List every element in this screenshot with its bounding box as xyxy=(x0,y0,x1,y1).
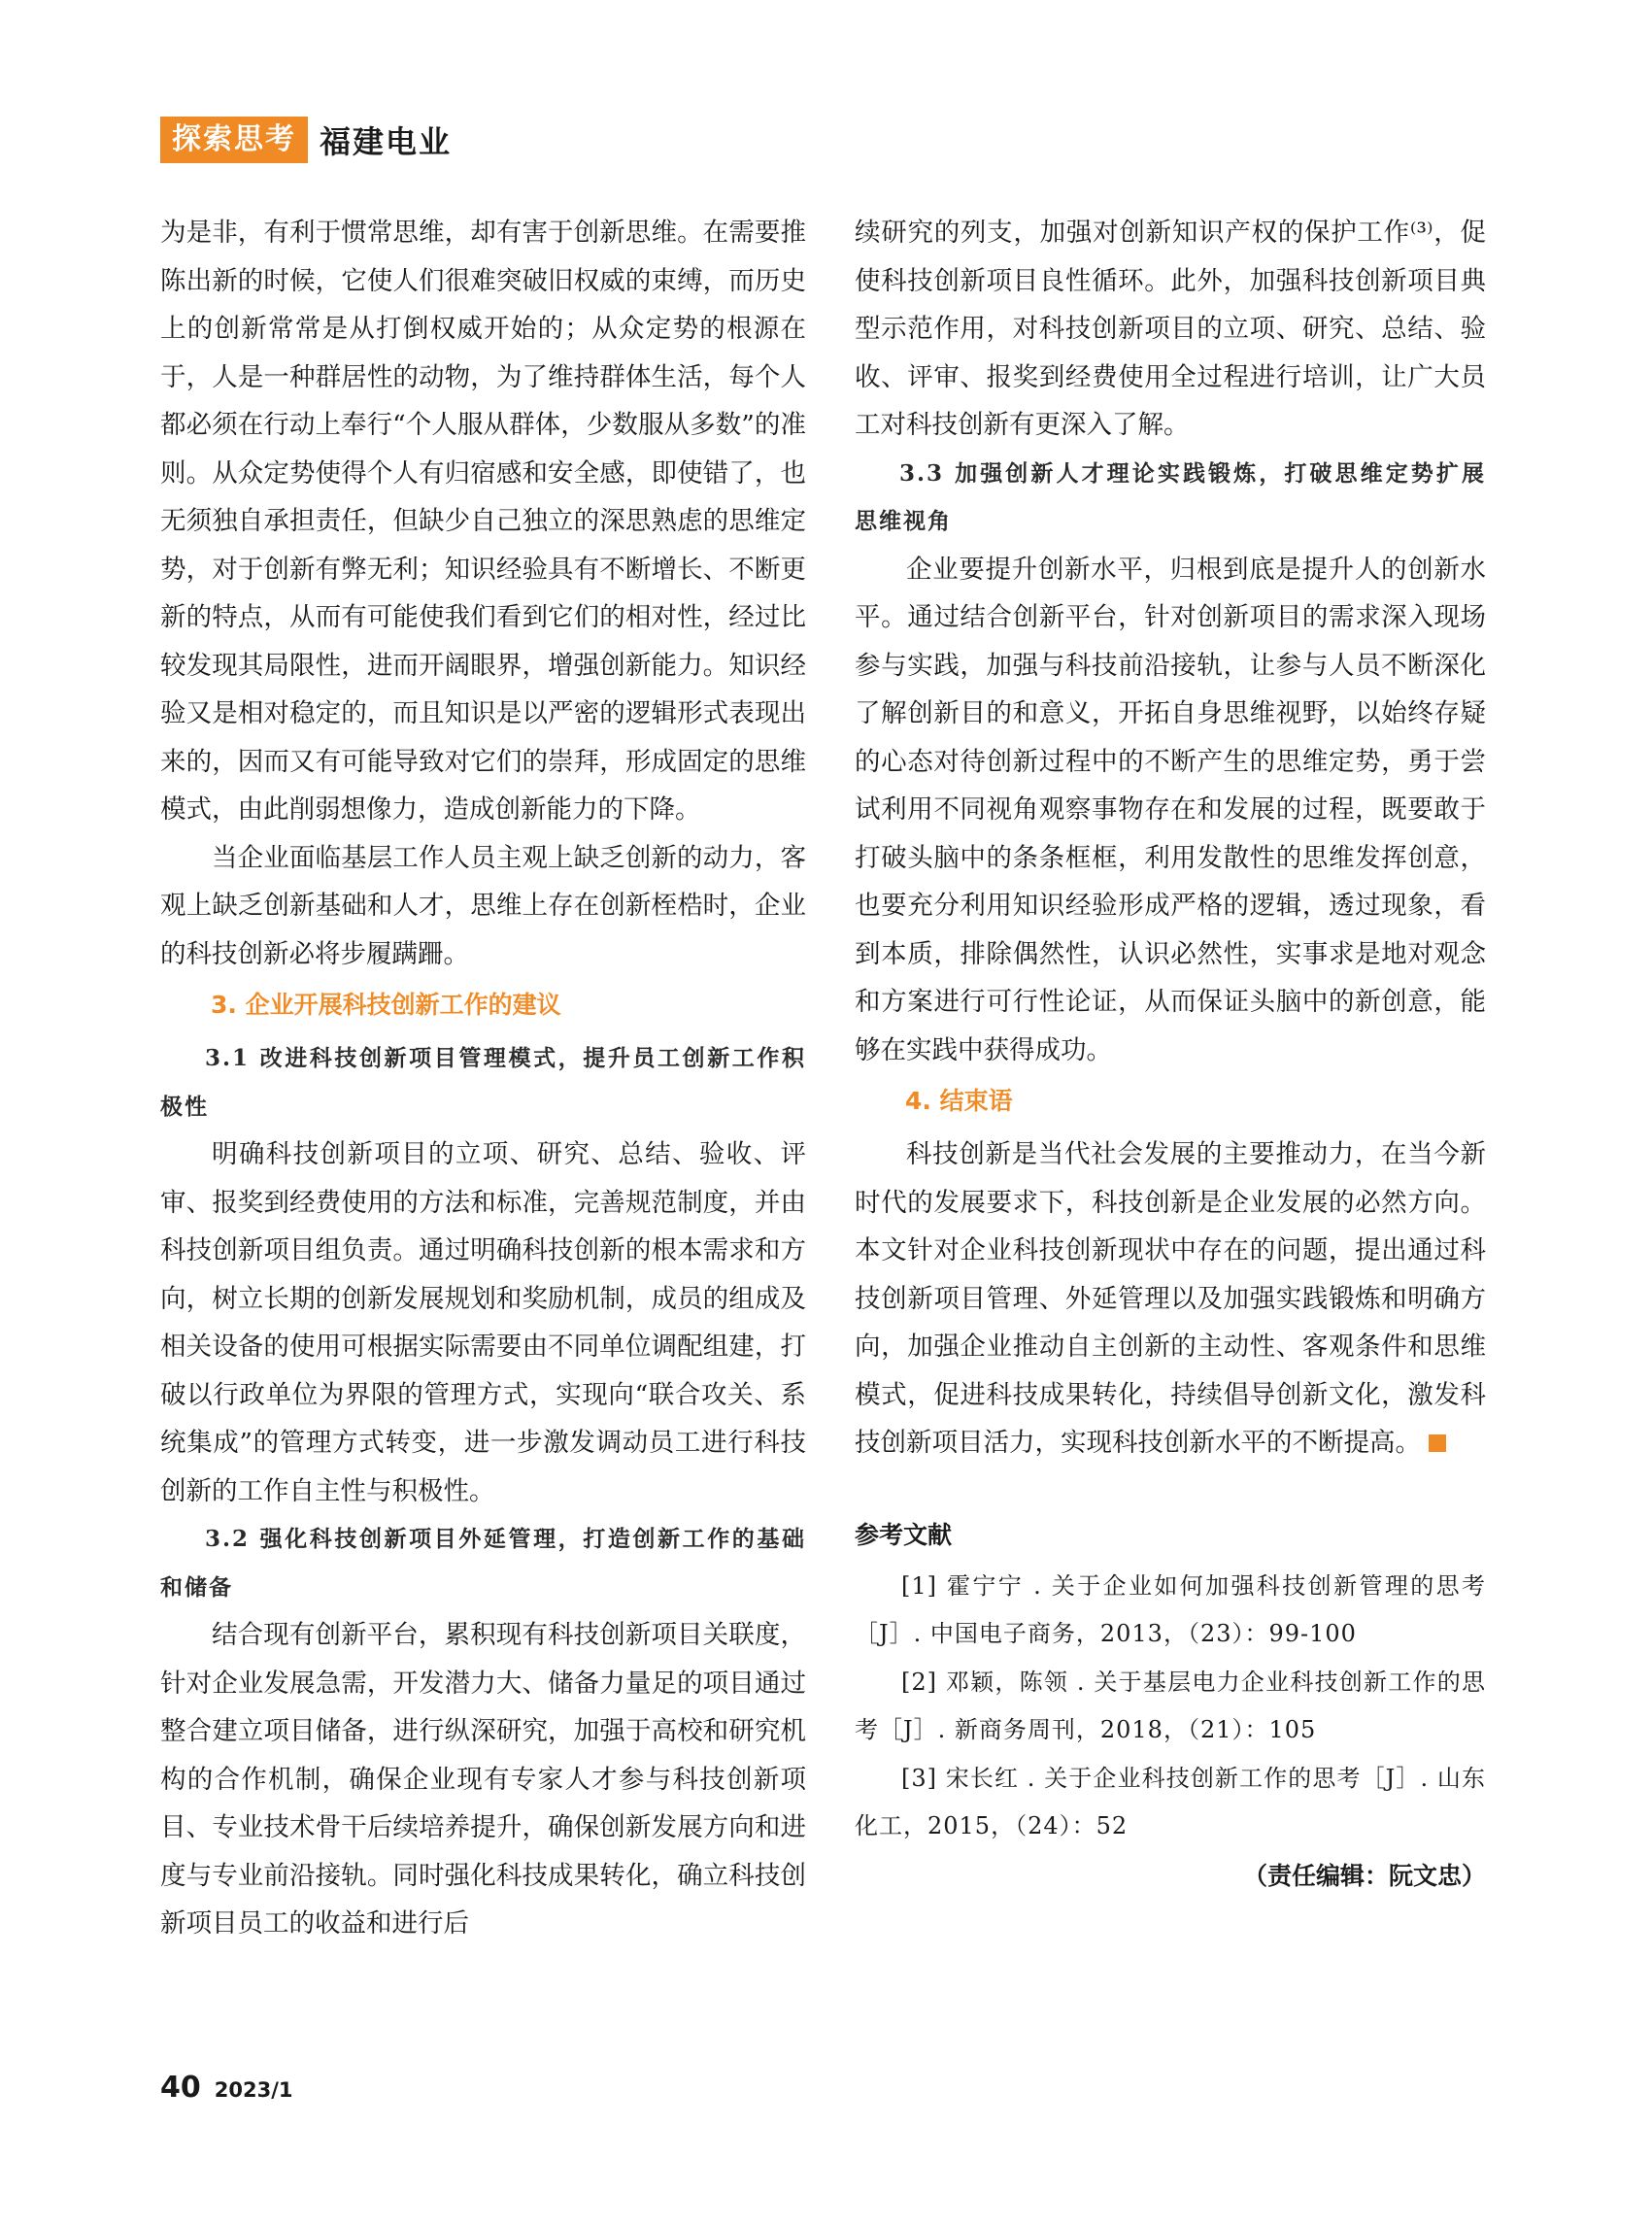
reference-item: [3] 宋长红 . 关于企业科技创新工作的思考［J］. 山东化工，2015，（24）：52 xyxy=(855,1764,1486,1839)
paragraph: 结合现有创新平台，累积现有科技创新项目关联度，针对企业发展急需，开发潜力大、储备力量足的项目通过整合建立项目储备，进行纵深研究，加强于高校和研究机构的合作机制，确保企业现有专家人才参与科技创新项目、专业技术骨干后续培养提升，确保创新发展方向和进度与专业前沿接轨。同时强化科技成果转化，确立科技创新项目员工的收益和进行后 xyxy=(160,1620,806,1939)
paragraph-continued: 为是非，有利于惯常思维，却有害于创新思维。在需要推陈出新的时候，它使人们很难突破旧权威的束缚，而历史上的创新常常是从打倒权威开始的；从众定势的根源在于，人是一种群居性的动物，为了维持群体生活，每个人都必须在行动上奉行“个人服从群体，少数服从多数”的准则。从众定势使得个人有归宿感和安全感，即使错了，也无须独自承担责任，但缺少自己独立的深思熟虑的思维定势，对于创新有弊无利；知识经验具有不断增长、不断更新的特点，从而有可能使我们看到它们的相对性，经过比较发现其局限性，进而开阔眼界，增强创新能力。知识经验又是相对稳定的，而且知识是以严密的逻辑形式表现出来的，因而又有可能导致对它们的崇拜，形成固定的思维模式，由此削弱想像力，造成创新能力的下降。 xyxy=(160,218,806,825)
section-heading-4: 4. 结束语 xyxy=(905,1087,1013,1115)
subsection-heading-3-1: 3.1 改进科技创新项目管理模式，提升员工创新工作积极性 xyxy=(160,1045,806,1120)
section-tag: 探索思考 xyxy=(160,117,308,163)
responsible-editor: （责任编辑：阮文忠） xyxy=(1242,1861,1486,1890)
paragraph: 企业要提升创新水平，归根到底是提升人的创新水平。通过结合创新平台，针对创新项目的需求深入现场参与实践，加强与科技前沿接轨，让参与人员不断深化了解创新目的和意义，开拓自身思维视野，以始终存疑的心态对待创新过程中的不断产生的思维定势，勇于尝试利用不同视角观察事物存在和发展的过程，既要敢于打破头脑中的条条框框，利用发散性的思维发挥创意，也要充分利用知识经验形成严格的逻辑，透过现象，看到本质，排除偶然性，认识必然性，实事求是地对观念和方案进行可行性论证，从而保证头脑中的新创意，能够在实践中获得成功。 xyxy=(855,554,1486,1065)
reference-item: [2] 邓颖，陈领 . 关于基层电力企业科技创新工作的思考［J］. 新商务周刊，2018，（21）：105 xyxy=(855,1668,1486,1743)
reference-item: [1] 霍宁宁 . 关于企业如何加强科技创新管理的思考［J］. 中国电子商务，2013，（23）：99-100 xyxy=(855,1571,1486,1647)
page-header xyxy=(160,115,452,165)
conclusion-text: 科技创新是当代社会发展的主要推动力，在当今新时代的发展要求下，科技创新是企业发展的必然方向。本文针对企业科技创新现状中存在的问题，提出通过科技创新项目管理、外延管理以及加强实践锻炼和明确方向，加强企业推动自主创新的主动性、客观条件和思维模式，促进科技成果转化，持续倡导创新文化，激发科技创新项目活力，实现科技创新水平的不断提高。 xyxy=(855,1139,1486,1458)
left-column xyxy=(160,209,806,1948)
subsection-heading-3-3: 3.3 加强创新人才理论实践锻炼，打破思维定势扩展思维视角 xyxy=(855,459,1486,534)
paragraph: 明确科技创新项目的立项、研究、总结、验收、评审、报奖到经费使用的方法和标准，完善规范制度，并由科技创新项目组负责。通过明确科技创新的根本需求和方向，树立长期的创新发展规划和奖励机制，成员的组成及相关设备的使用可根据实际需要由不同单位调配组建，打破以行政单位为界限的管理方式，实现向“联合攻关、系统集成”的管理方式转变，进一步激发调动员工进行科技创新的工作自主性与积极性。 xyxy=(160,1139,806,1506)
right-column xyxy=(855,209,1486,1900)
page-number: 40 xyxy=(160,2071,201,2105)
magazine-title: 福建电业 xyxy=(320,123,453,160)
paragraph-conclusion xyxy=(855,1130,1486,1467)
end-of-article-mark xyxy=(1429,1434,1446,1452)
paragraph: 当企业面临基层工作人员主观上缺乏创新的动力，客观上缺乏创新基础和人才，思维上存在创新桎梏时，企业的科技创新必将步履蹒跚。 xyxy=(160,842,806,969)
section-heading-3: 3. 企业开展科技创新工作的建议 xyxy=(211,991,561,1019)
issue-number: 2023/1 xyxy=(214,2078,293,2102)
paragraph-continued: 续研究的列支，加强对创新知识产权的保护工作⁽³⁾，促使科技创新项目良性循环。此外，加强科技创新项目典型示范作用，对科技创新项目的立项、研究、总结、验收、评审、报奖到经费使用全过程进行培训，让广大员工对科技创新有更深入了解。 xyxy=(855,218,1486,440)
page-footer xyxy=(160,2071,292,2105)
references-heading: 参考文献 xyxy=(855,1520,953,1549)
subsection-heading-3-2: 3.2 强化科技创新项目外延管理，打造创新工作的基础和储备 xyxy=(160,1526,806,1601)
